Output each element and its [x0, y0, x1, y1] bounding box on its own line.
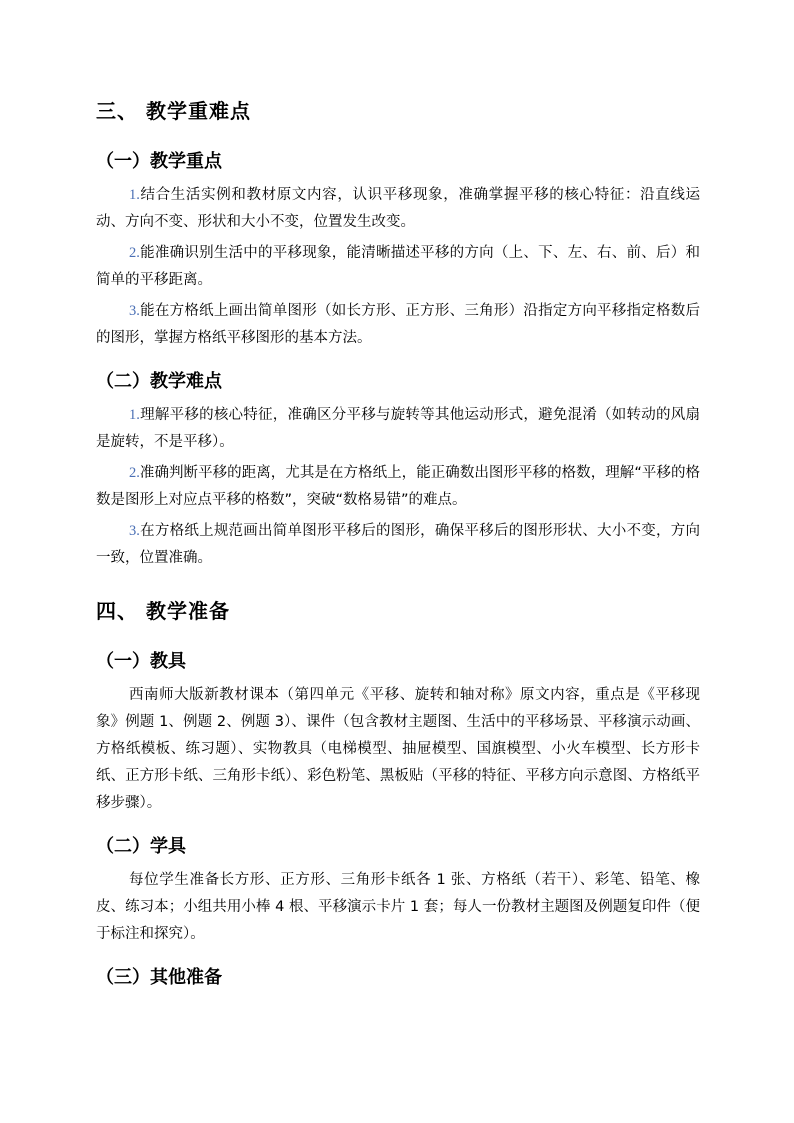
- list-number: 3.: [129, 303, 140, 319]
- learning-aids-paragraph: 每位学生准备长方形、正方形、三角形卡纸各 1 张、方格纸（若干）、彩笔、铅笔、橡皮、练习本；小组共用小棒 4 根、平移演示卡片 1 套；每人一份教材主题图及例题复印件（便于标注和探究）。: [96, 872, 700, 942]
- list-text: 能准确识别生活中的平移现象，能清晰描述平移的方向（上、下、左、右、前、后）和简单的平移距离。: [96, 245, 700, 288]
- subheading-teaching-aids: （一）教具: [96, 651, 186, 672]
- subheading-teaching-difficulties: （二）教学难点: [96, 371, 222, 392]
- subheading-teaching-key-points: （一）教学重点: [96, 151, 222, 172]
- section-heading-teaching-preparation: 四、 教学准备: [96, 599, 230, 623]
- list-text: 能在方格纸上画出简单图形（如长方形、正方形、三角形）沿指定方向平移指定格数后的图形，掌握方格纸平移图形的基本方法。: [96, 303, 700, 346]
- list-number: 1.: [129, 407, 140, 423]
- list-text: 在方格纸上规范画出简单图形平移后的图形，确保平移后的图形形状、大小不变，方向一致，位置准确。: [96, 523, 700, 566]
- subheading-other-preparation: （三）其他准备: [96, 967, 222, 988]
- list-number: 2.: [129, 245, 140, 261]
- key-point-item: [96, 182, 700, 236]
- list-text: 准确判断平移的距离，尤其是在方格纸上，能正确数出图形平移的格数，理解“平移的格数是图形上对应点平移的格数”，突破“数格易错”的难点。: [96, 465, 700, 508]
- key-point-item: [96, 240, 700, 294]
- difficulty-item: [96, 402, 700, 456]
- list-text: 结合生活实例和教材原文内容，认识平移现象，准确掌握平移的核心特征：沿直线运动、方向不变、形状和大小不变，位置发生改变。: [96, 187, 700, 230]
- list-number: 3.: [129, 523, 140, 539]
- teaching-aids-paragraph: 西南师大版新教材课本（第四单元《平移、旋转和轴对称》原文内容，重点是《平移现象》例题 1、例题 2、例题 3）、课件（包含教材主题图、生活中的平移场景、平移演示动画、方格纸模板、练习题）、实物教具（电梯模型、抽屉模型、国旗模型、小火车模型、长方形卡纸、正方形卡纸、三角形卡纸）、彩色粉笔、黑板贴（平移的特征、平移方向示意图、方格纸平移步骤）。: [96, 687, 700, 811]
- key-point-item: [96, 298, 700, 352]
- difficulty-item: [96, 518, 700, 572]
- section-heading-key-difficult-points: 三、 教学重难点: [96, 99, 251, 123]
- difficulty-item: [96, 460, 700, 514]
- list-text: 理解平移的核心特征，准确区分平移与旋转等其他运动形式，避免混淆（如转动的风扇是旋转，不是平移）。: [96, 407, 700, 450]
- subheading-learning-aids: （二）学具: [96, 836, 186, 857]
- document-content: [96, 96, 700, 992]
- list-number: 1.: [129, 187, 140, 203]
- list-number: 2.: [129, 465, 140, 481]
